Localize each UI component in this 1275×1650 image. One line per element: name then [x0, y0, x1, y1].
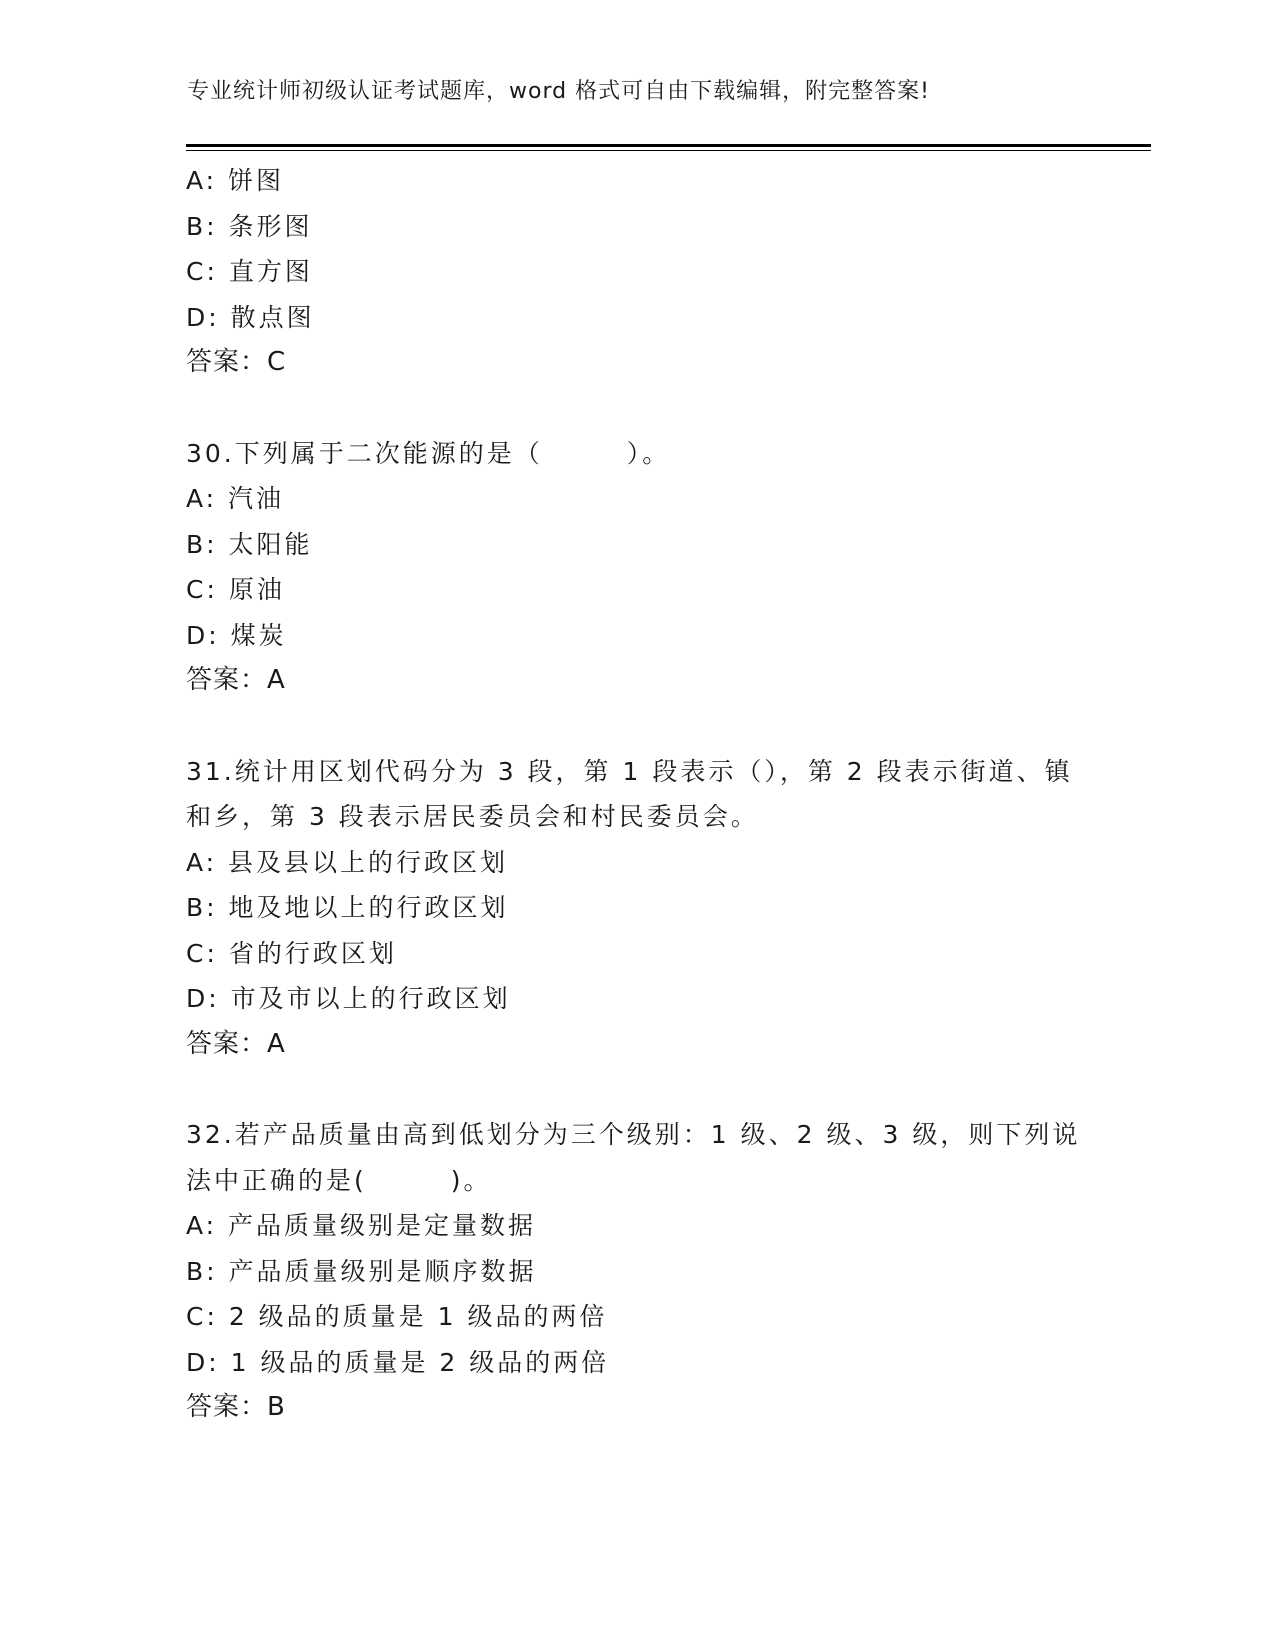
answer-line: 答案：C — [186, 347, 287, 377]
question-31 — [186, 749, 1086, 1068]
option-b: B: 地及地以上的行政区划 — [186, 893, 509, 922]
answer-line: 答案：B — [186, 1392, 286, 1422]
option-b: B: 产品质量级别是顺序数据 — [186, 1256, 537, 1286]
question-stem-line-1: 32.若产品质量由高到低划分为三个级别：1 级、2 级、3 级，则下列说 — [186, 1120, 1081, 1149]
option-a: A: 县及县以上的行政区划 — [186, 847, 509, 877]
option-a: A: 饼图 — [186, 166, 285, 195]
answer-line: 答案：A — [186, 665, 286, 695]
question-stem-line-1: 31.统计用区划代码分为 3 段，第 1 段表示（），第 2 段表示街道、镇 — [186, 756, 1073, 786]
spacer — [186, 386, 1086, 431]
option-a: A: 产品质量级别是定量数据 — [186, 1211, 537, 1240]
answer-line: 答案：A — [186, 1028, 286, 1059]
header-rule-thin — [186, 150, 1151, 151]
option-d: D: 1 级品的质量是 2 级品的两倍 — [186, 1347, 610, 1377]
question-continued — [186, 158, 1086, 386]
option-c: C: 直方图 — [186, 257, 313, 286]
spacer — [186, 1067, 1086, 1112]
question-32 — [186, 1112, 1086, 1431]
question-content — [186, 158, 1086, 1431]
option-d: D: 市及市以上的行政区划 — [186, 984, 511, 1013]
spacer — [186, 704, 1086, 749]
question-stem: 30.下列属于二次能源的是（ ）。 — [186, 438, 671, 468]
question-30 — [186, 431, 1086, 704]
option-c: C: 2 级品的质量是 1 级品的两倍 — [186, 1302, 608, 1331]
option-d: D: 散点图 — [186, 302, 315, 332]
option-c: C: 省的行政区划 — [186, 938, 397, 968]
question-stem-line-2: 法中正确的是( )。 — [186, 1165, 492, 1195]
page-header: 专业统计师初级认证考试题库，word 格式可自由下载编辑，附完整答案! — [187, 79, 930, 104]
option-a: A: 汽油 — [186, 484, 285, 513]
option-c: C: 原油 — [186, 575, 285, 604]
header-rule-thick — [186, 144, 1151, 147]
option-b: B: 太阳能 — [186, 529, 313, 559]
option-d: D: 煤炭 — [186, 620, 287, 650]
option-b: B: 条形图 — [186, 211, 313, 241]
question-stem-line-2: 和乡，第 3 段表示居民委员会和村民委员会。 — [186, 802, 759, 831]
